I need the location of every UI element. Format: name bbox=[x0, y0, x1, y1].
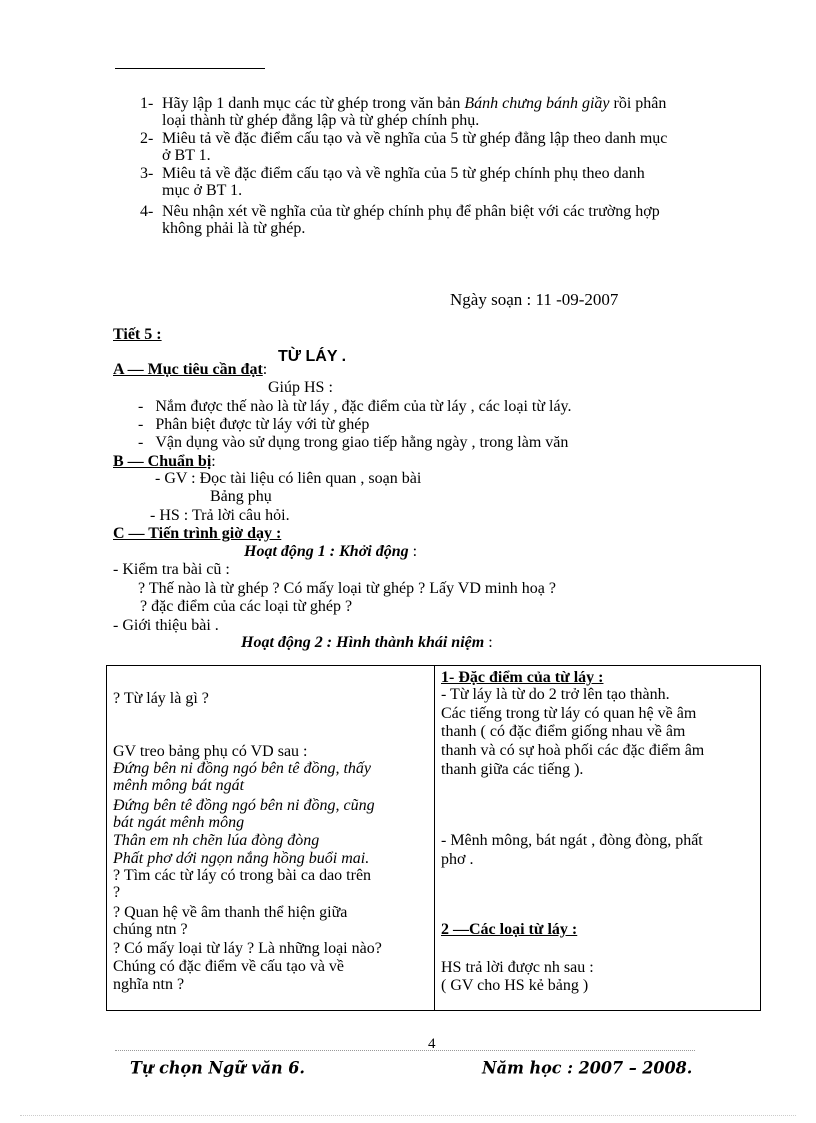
right-heading-1: 1- Đặc điểm của từ láy : bbox=[441, 669, 604, 686]
question: ? Tìm các từ láy có trong bài ca dao trên bbox=[113, 867, 372, 884]
question: chúng ntn ? bbox=[113, 921, 188, 938]
question: Chúng có đặc điểm về cấu tạo và về bbox=[113, 958, 345, 975]
objective-item: - Nắm được thế nào là từ láy , đặc điểm của từ láy , các loại từ láy. bbox=[138, 398, 572, 415]
activity-1-line: ? đặc điểm của các loại từ ghép ? bbox=[140, 598, 353, 615]
lesson-title: TỪ LÁY . bbox=[278, 348, 347, 365]
exercise-2 bbox=[140, 130, 760, 166]
question: ? Có mấy loại từ láy ? Là những loại nào? bbox=[113, 940, 382, 957]
table-right-cell bbox=[435, 666, 761, 1011]
question: ? Từ láy là gì ? bbox=[113, 690, 209, 707]
exercise-number: 1- bbox=[140, 95, 154, 112]
date-prepared: Ngày soạn : 11 -09-2007 bbox=[450, 290, 619, 309]
section-b-heading: B — Chuẩn bị: bbox=[113, 453, 216, 470]
objective-item: - Vận dụng vào sử dụng trong giao tiếp hằng ngày , trong làm văn bbox=[138, 434, 569, 451]
exercise-text: Hãy lập 1 danh mục các từ ghép trong văn bản bbox=[162, 95, 461, 112]
poem-line: Đứng bên tê đồng ngó bên ni đồng, cũng bbox=[113, 797, 375, 814]
exercise-text: Miêu tả về đặc điểm cấu tạo và về nghĩa của 5 từ ghép chính phụ theo danh bbox=[162, 165, 645, 182]
exercise-3 bbox=[140, 165, 760, 201]
exercise-text: ở BT 1. bbox=[162, 147, 211, 164]
lesson-table bbox=[106, 665, 761, 1011]
poem-line: Thân em nh chẽn lúa đòng đòng bbox=[113, 832, 320, 849]
section-a-intro: Giúp HS : bbox=[268, 379, 333, 396]
answer-line: thanh và có sự hoà phối các đặc điểm âm bbox=[441, 742, 705, 759]
gv-instruction: GV treo bảng phụ có VD sau : bbox=[113, 743, 308, 760]
answer-line: thanh giữa các tiếng ). bbox=[441, 761, 584, 778]
answer-line: phơ . bbox=[441, 851, 474, 868]
right-heading-2: 2 —Các loại từ láy : bbox=[441, 921, 578, 938]
footer-right: Năm học : 2007 – 2008. bbox=[482, 1057, 693, 1078]
answer-line: thanh ( có đặc điểm giống nhau về âm bbox=[441, 723, 686, 740]
page-number: 4 bbox=[428, 1036, 436, 1052]
objective-item: - Phân biệt được từ láy với từ ghép bbox=[138, 416, 370, 433]
poem-line: Phất phơ dới ngọn nắng hồng buổi mai. bbox=[113, 850, 370, 867]
section-b-hs: - HS : Trả lời câu hỏi. bbox=[150, 507, 290, 524]
answer-line: - Từ láy là từ do 2 trở lên tạo thành. bbox=[441, 686, 670, 703]
exercise-1 bbox=[140, 95, 760, 131]
exercise-italic: Bánh chưng bánh giầy bbox=[464, 95, 610, 112]
answer-line: Các tiếng trong từ láy có quan hệ về âm bbox=[441, 705, 697, 722]
answer-line: - Mênh mông, bát ngát , đòng đòng, phất bbox=[441, 832, 703, 849]
exercise-text: loại thành từ ghép đẳng lập và từ ghép chính phụ. bbox=[162, 112, 480, 129]
section-b-gv2: Bảng phụ bbox=[210, 488, 272, 505]
exercise-text: mục ở BT 1. bbox=[162, 182, 243, 199]
exercise-4 bbox=[140, 203, 760, 239]
activity-1-line: - Giới thiệu bài . bbox=[113, 617, 219, 634]
section-b-gv: - GV : Đọc tài liệu có liên quan , soạn bài bbox=[155, 470, 422, 487]
section-c-heading: C — Tiến trình giờ dạy : bbox=[113, 525, 282, 542]
exercise-text: Nêu nhận xét về nghĩa của từ ghép chính phụ để phân biệt với các trường hợp bbox=[162, 203, 660, 220]
poem-line: Đứng bên ni đồng ngó bên tê đồng, thấy bbox=[113, 760, 372, 777]
exercise-number: 4- bbox=[140, 203, 154, 220]
activity-2-title: Hoạt động 2 : Hình thành khái niệm : bbox=[241, 634, 493, 651]
poem-line: mênh mông bát ngát bbox=[113, 777, 245, 794]
poem-line: bát ngát mênh mông bbox=[113, 814, 245, 831]
exercise-text-after: rồi phân bbox=[613, 95, 667, 112]
page-bottom-border bbox=[20, 1115, 796, 1116]
exercise-number: 2- bbox=[140, 130, 154, 147]
activity-1-line: ? Thế nào là từ ghép ? Có mấy loại từ ghép ? Lấy VD minh hoạ ? bbox=[138, 580, 556, 597]
top-rule bbox=[115, 68, 265, 69]
question: nghĩa ntn ? bbox=[113, 976, 185, 993]
question: ? Quan hệ về âm thanh thể hiện giữa bbox=[113, 904, 348, 921]
exercise-text: không phải là từ ghép. bbox=[162, 220, 306, 237]
footer-rule bbox=[115, 1050, 695, 1051]
answer-line: HS trả lời được nh sau : bbox=[441, 959, 594, 976]
activity-1-line: - Kiểm tra bài cũ : bbox=[113, 561, 230, 578]
exercise-number: 3- bbox=[140, 165, 154, 182]
exercise-text: Miêu tả về đặc điểm cấu tạo và về nghĩa của 5 từ ghép đẳng lập theo danh mục bbox=[162, 130, 668, 147]
lesson-label: Tiết 5 : bbox=[113, 326, 162, 343]
footer-left: Tự chọn Ngữ văn 6. bbox=[130, 1057, 305, 1078]
table-left-cell bbox=[107, 666, 435, 1011]
answer-line: ( GV cho HS kẻ bảng ) bbox=[441, 977, 589, 994]
question: ? bbox=[113, 884, 121, 901]
section-a-heading: A — Mục tiêu cần đạt: bbox=[113, 361, 268, 378]
activity-1-title: Hoạt động 1 : Khởi động : bbox=[244, 543, 418, 560]
